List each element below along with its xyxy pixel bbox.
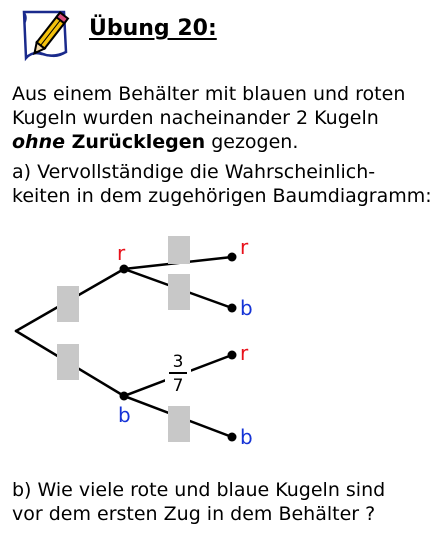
placeholder-red-blue[interactable] (168, 274, 190, 310)
label-leaf-rb: b (240, 296, 253, 320)
label-leaf-br: r (240, 341, 249, 365)
placeholder-root-blue[interactable] (57, 344, 79, 380)
node-first-red (120, 265, 129, 274)
fraction-numerator: 3 (172, 352, 184, 372)
task-b-text (12, 478, 432, 526)
node-first-blue (120, 392, 129, 401)
intro-line-1: Aus einem Behälter mit blauen und roten (12, 83, 406, 105)
node-leaf-bb (228, 433, 237, 442)
intro-line-3 (12, 130, 432, 154)
intro-text (12, 82, 432, 154)
task-a-line-1: a) Vervollständige die Wahrscheinlich- (12, 161, 376, 183)
task-a-line-2: keiten in dem zugehörigen Baumdiagramm: (12, 185, 432, 207)
given-probability-fraction (165, 349, 191, 396)
fraction-denominator: 7 (172, 376, 184, 396)
label-leaf-bb: b (240, 425, 253, 449)
node-leaf-rr (228, 253, 237, 262)
placeholder-root-red[interactable] (57, 286, 79, 322)
placeholder-blue-blue[interactable] (168, 406, 190, 442)
intro-line-3-rest: gezogen. (211, 131, 299, 153)
emphasis-ohne: ohne (12, 131, 65, 153)
emphasis-zuruecklegen: Zurücklegen (71, 131, 206, 153)
placeholder-red-red[interactable] (168, 236, 190, 264)
task-b-line-1: b) Wie viele rote und blaue Kugeln sind (12, 479, 386, 501)
label-leaf-rr: r (240, 236, 249, 259)
exercise-title: Übung 20: (89, 16, 217, 41)
task-a-text (12, 160, 437, 208)
tree-diagram (0, 236, 440, 466)
notepad-pencil-icon (14, 6, 76, 66)
node-leaf-br (228, 351, 237, 360)
label-first-blue: b (118, 403, 131, 427)
intro-line-2: Kugeln wurden nacheinander 2 Kugeln (12, 107, 379, 129)
label-first-red: r (117, 241, 126, 265)
node-leaf-rb (228, 304, 237, 313)
task-b-line-2: vor dem ersten Zug in dem Behälter ? (12, 503, 376, 525)
